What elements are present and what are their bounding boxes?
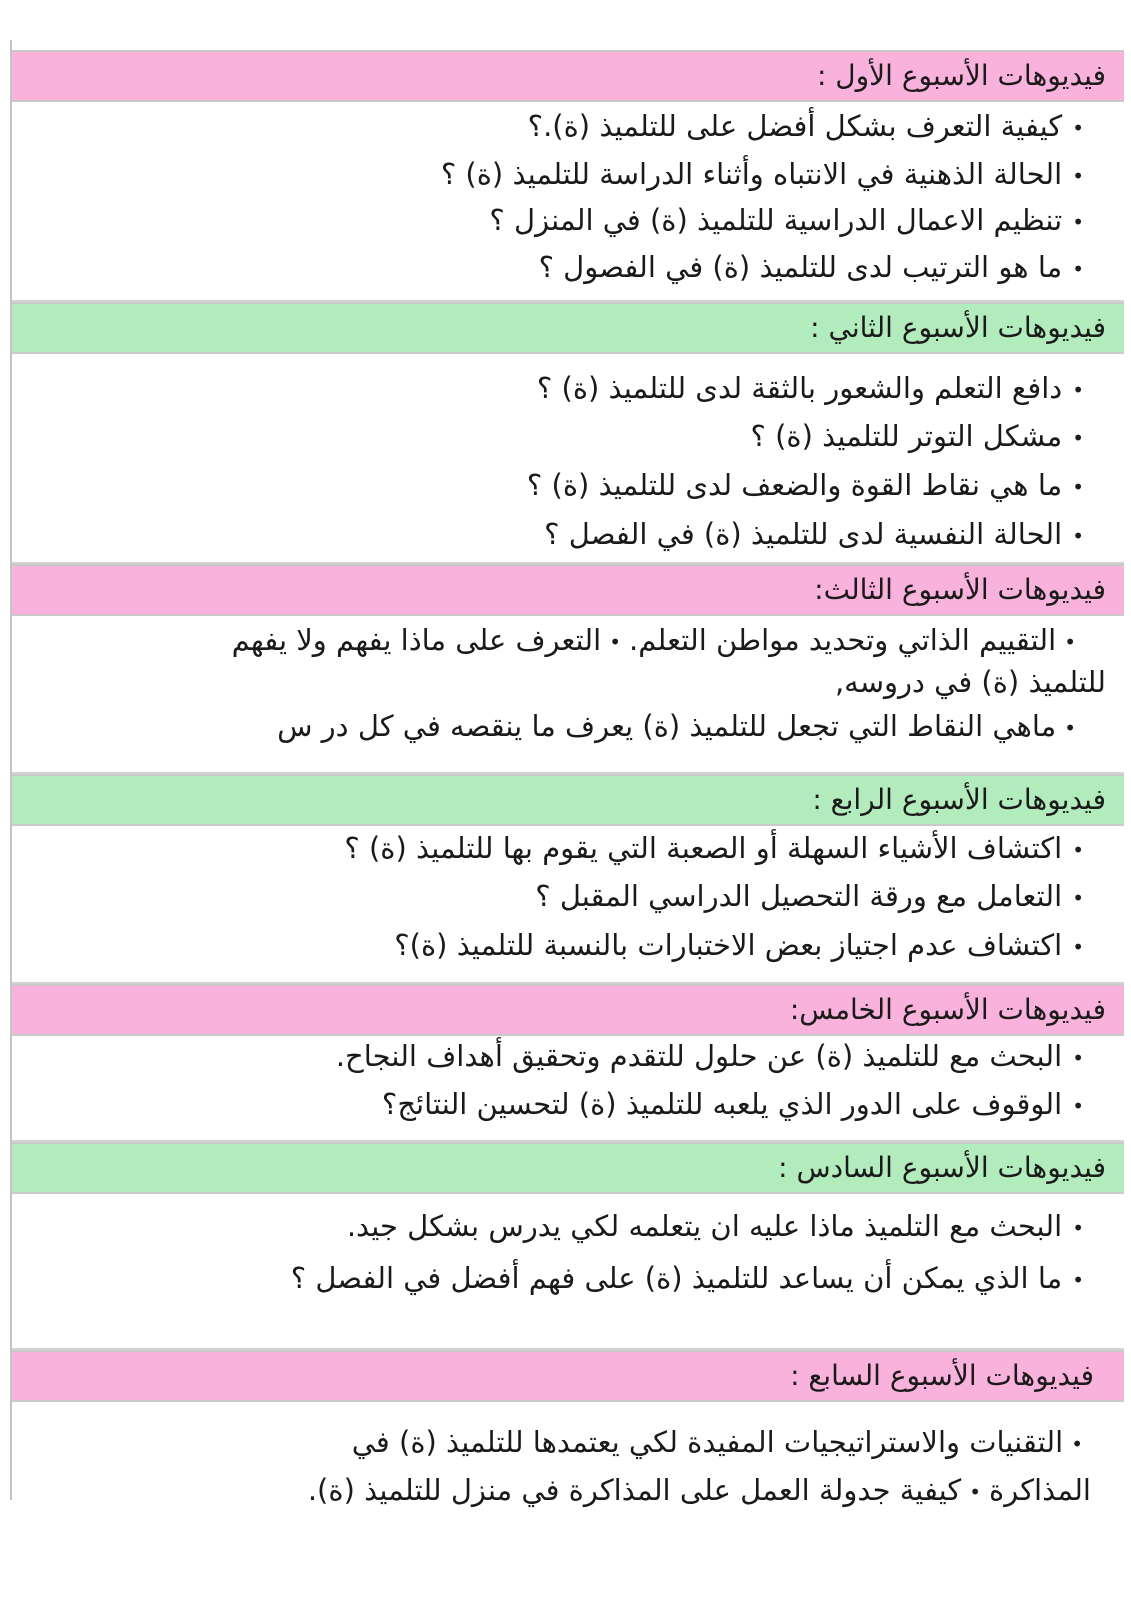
list-item: •البحث مع التلميذ ماذا عليه ان يتعلمه لكي يدرس بشكل جيد.	[347, 1206, 1084, 1248]
week-6-title: فيديوهات الأسبوع السادس :	[778, 1151, 1106, 1184]
week-schedule-sheet	[10, 40, 1126, 1500]
list-item: •الحالة الذهنية في الانتباه وأثناء الدراسة للتلميذ (ة) ؟	[441, 154, 1084, 196]
bullet-icon: •	[1072, 524, 1084, 548]
list-item: •كيفية التعرف بشكل أفضل على للتلميذ (ة).؟	[528, 106, 1084, 148]
list-item: •التقييم الذاتي وتحديد مواطن التعلم.•التعرف على ماذا يفهم ولا يفهم	[231, 623, 1076, 657]
list-item-continuation: للتلميذ (ة) في دروسه,	[834, 665, 1106, 699]
bullet-icon: •	[1072, 1046, 1084, 1070]
week-6-list	[12, 1194, 1124, 1350]
week-3-title: فيديوهات الأسبوع الثالث:	[814, 573, 1106, 606]
week-2-header	[12, 302, 1124, 354]
list-item: •الوقوف على الدور الذي يلعبه للتلميذ (ة) لتحسين النتائج؟	[382, 1084, 1084, 1126]
week-3-header	[12, 564, 1124, 616]
bullet-icon: •	[1072, 426, 1084, 450]
list-item: •ماهي النقاط التي تجعل للتلميذ (ة) يعرف ما ينقصه في كل در س	[277, 709, 1076, 743]
list-item: •تنظيم الاعمال الدراسية للتلميذ (ة) في المنزل ؟	[489, 200, 1084, 242]
week-4-title: فيديوهات الأسبوع الرابع :	[812, 783, 1106, 816]
list-item: •ما هو الترتيب لدى للتلميذ (ة) في الفصول ؟	[539, 247, 1084, 289]
bullet-icon: •	[1072, 116, 1084, 140]
week-5-list	[12, 1036, 1124, 1142]
list-item: •مشكل التوتر للتلميذ (ة) ؟	[751, 416, 1085, 458]
week-7-header	[12, 1350, 1124, 1402]
week-2-title: فيديوهات الأسبوع الثاني :	[810, 311, 1106, 344]
bullet-icon: •	[609, 630, 621, 654]
list-item: •دافع التعلم والشعور بالثقة لدى للتلميذ (ة) ؟	[537, 368, 1084, 410]
bullet-icon: •	[1072, 1216, 1084, 1240]
bullet-icon: •	[1072, 257, 1084, 281]
list-item: •الحالة النفسية لدى للتلميذ (ة) في الفصل ؟	[544, 514, 1084, 556]
bullet-icon: •	[1072, 1268, 1084, 1292]
week-1-list	[12, 102, 1124, 302]
bullet-icon: •	[1072, 1094, 1084, 1118]
bullet-icon: •	[969, 1480, 982, 1504]
week-3-list	[12, 616, 1124, 774]
week-1-header	[12, 50, 1124, 102]
list-item: •التعامل مع ورقة التحصيل الدراسي المقبل ؟	[535, 876, 1084, 918]
week-2-list	[12, 354, 1124, 564]
list-item: •التقنيات والاستراتيجيات المفيدة لكي يعتمدها للتلميذ (ة) في	[351, 1425, 1083, 1459]
week-4-header	[12, 774, 1124, 826]
bullet-icon: •	[1072, 475, 1084, 499]
bullet-icon: •	[1071, 1432, 1083, 1456]
week-4-list	[12, 826, 1124, 984]
bullet-icon: •	[1072, 838, 1084, 862]
bullet-icon: •	[1072, 886, 1084, 910]
bullet-icon: •	[1072, 378, 1084, 402]
week-5-header	[12, 984, 1124, 1036]
list-item: •اكتشاف الأشياء السهلة أو الصعبة التي يقوم بها للتلميذ (ة) ؟	[344, 828, 1084, 870]
week-5-title: فيديوهات الأسبوع الخامس:	[789, 993, 1106, 1026]
bullet-icon: •	[1072, 164, 1084, 188]
bullet-icon: •	[1064, 630, 1076, 654]
bullet-icon: •	[1072, 935, 1084, 959]
list-item: •ما الذي يمكن أن يساعد للتلميذ (ة) على فهم أفضل في الفصل ؟	[291, 1258, 1084, 1300]
week-7-list	[0, 1412, 1131, 1512]
week-1-title: فيديوهات الأسبوع الأول :	[816, 59, 1106, 92]
week-6-header	[12, 1142, 1124, 1194]
bullet-icon: •	[1064, 716, 1076, 740]
bullet-icon: •	[1072, 210, 1084, 234]
list-item: •البحث مع للتلميذ (ة) عن حلول للتقدم وتحقيق أهداف النجاح.	[336, 1036, 1084, 1078]
week-7-title: فيديوهات الأسبوع السابع :	[790, 1359, 1094, 1392]
list-item: •اكتشاف عدم اجتياز بعض الاختبارات بالنسبة للتلميذ (ة)؟	[394, 925, 1084, 967]
list-item: •ما هي نقاط القوة والضعف لدى للتلميذ (ة) ؟	[527, 465, 1084, 507]
list-item-continuation: المذاكرة•كيفية جدولة العمل على المذاكرة في منزل للتلميذ (ة).	[307, 1473, 1091, 1507]
